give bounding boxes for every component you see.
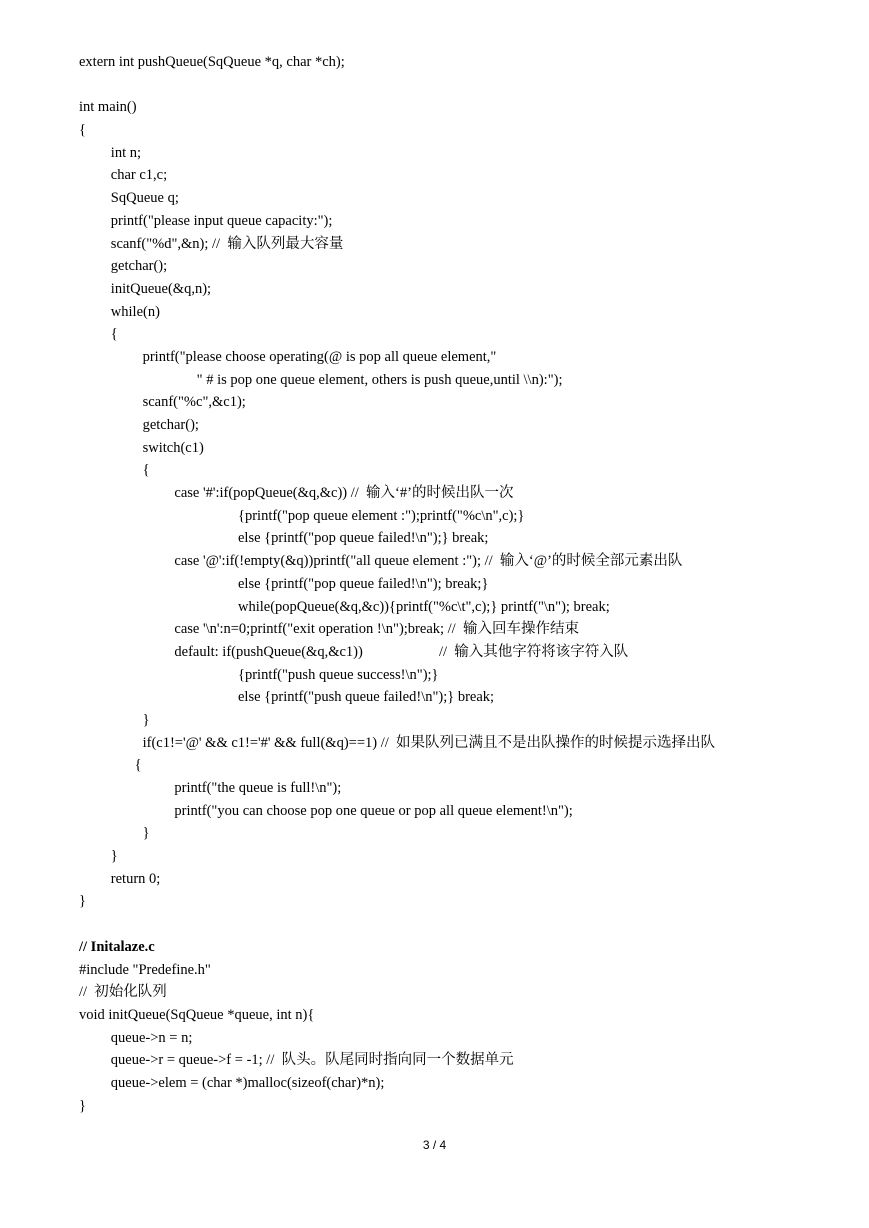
code-line: while(n) xyxy=(110,303,160,320)
code-line: queue->elem = (char *)malloc(sizeof(char)*n); xyxy=(110,1074,385,1091)
code-line: } xyxy=(142,711,150,728)
code-line: case '#':if(popQueue(&q,&c)) // 输入‘#’的时候出队一次 xyxy=(174,485,514,502)
code-listing xyxy=(79,51,859,1117)
code-line xyxy=(79,74,859,97)
code-line: // Initalaze.c xyxy=(79,938,155,955)
code-line: } xyxy=(79,893,86,910)
code-line: // 初始化队列 xyxy=(79,984,167,1001)
code-line: int main() xyxy=(79,99,137,116)
code-line: case '@':if(!empty(&q))printf("all queue element :"); // 输入‘@’的时候全部元素出队 xyxy=(174,553,683,570)
page-number: 3 / 4 xyxy=(422,1138,447,1152)
code-line: { xyxy=(142,462,150,479)
code-line: default: if(pushQueue(&q,&c1)) // 输入其他字符将该字符入队 xyxy=(174,643,629,660)
code-line: return 0; xyxy=(110,870,161,887)
code-line: else {printf("push queue failed!\n");} break; xyxy=(238,689,495,706)
code-line: } xyxy=(110,848,118,865)
code-line: else {printf("pop queue failed!\n");} break; xyxy=(238,530,489,547)
code-line: printf("please choose operating(@ is pop all queue element," xyxy=(142,348,497,365)
code-line: printf("you can choose pop one queue or pop all queue element!\n"); xyxy=(174,802,573,819)
code-line: " # is pop one queue element, others is push queue,until \\n):"); xyxy=(196,371,563,388)
code-line: getchar(); xyxy=(110,258,168,275)
code-line: switch(c1) xyxy=(142,439,204,456)
code-line: scanf("%c",&c1); xyxy=(142,394,246,411)
code-line: printf("please input queue capacity:"); xyxy=(110,212,333,229)
code-line: { xyxy=(110,326,118,343)
code-line: initQueue(&q,n); xyxy=(110,280,212,297)
code-line: { xyxy=(134,757,142,774)
code-line: {printf("push queue success!\n");} xyxy=(238,666,439,683)
code-line: queue->n = n; xyxy=(110,1029,193,1046)
code-line xyxy=(79,913,859,936)
code-line: while(popQueue(&q,&c)){printf("%c\t",c);} printf("\n"); break; xyxy=(238,598,610,615)
code-line: SqQueue q; xyxy=(110,190,179,207)
code-line: extern int pushQueue(SqQueue *q, char *ch); xyxy=(79,54,345,70)
code-line: } xyxy=(142,825,150,842)
code-line: if(c1!='@' && c1!='#' && full(&q)==1) // 如果队列已满且不是出队操作的时候提示选择出队 xyxy=(142,734,716,751)
code-line: { xyxy=(79,122,86,139)
code-line: case '\n':n=0;printf("exit operation !\n");break; // 输入回车操作结束 xyxy=(174,621,579,638)
code-line: else {printf("pop queue failed!\n"); break;} xyxy=(238,575,489,592)
code-line: scanf("%d",&n); // 输入队列最大容量 xyxy=(110,235,344,252)
code-line: void initQueue(SqQueue *queue, int n){ xyxy=(79,1006,315,1023)
code-line: #include "Predefine.h" xyxy=(79,961,211,978)
code-line: {printf("pop queue element :");printf("%c\n",c);} xyxy=(238,507,525,524)
code-line: getchar(); xyxy=(142,417,199,433)
code-line: char c1,c; xyxy=(110,167,168,184)
code-line: } xyxy=(79,1097,86,1114)
code-line: queue->r = queue->f = -1; // 队头。队尾同时指向同一个数据单元 xyxy=(110,1052,514,1069)
code-line: printf("the queue is full!\n"); xyxy=(174,780,342,796)
code-line: int n; xyxy=(110,144,142,161)
